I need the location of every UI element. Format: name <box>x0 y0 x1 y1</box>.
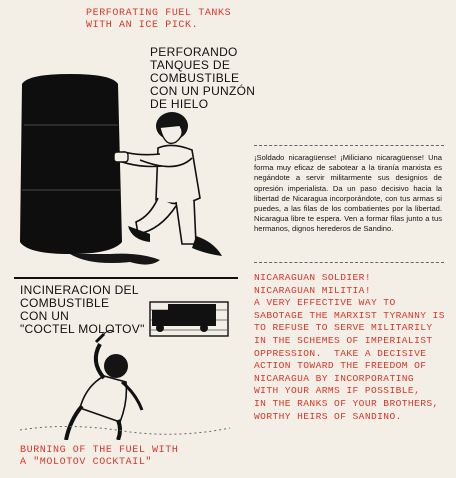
top-spanish-caption: PERFORANDO TANQUES DE COMBUSTIBLE CON UN PUNZÓN DE HIELO <box>150 45 256 111</box>
panel-divider <box>14 277 238 279</box>
english-message-line: IN THE RANKS OF YOUR BROTHERS, <box>254 397 439 409</box>
ice-pick-illustration <box>0 30 240 270</box>
english-message-line: WORTHY HEIRS OF SANDINO. <box>254 410 402 422</box>
english-message-line: NICARAGUA BY INCORPORATING <box>254 372 415 384</box>
molotov-illustration <box>0 290 240 440</box>
english-message-line: NICARAGUAN MILITIA! <box>254 284 371 296</box>
dashed-rule-bottom <box>254 262 444 263</box>
bottom-english-caption: BURNING OF THE FUEL WITH A "MOLOTOV COCKTAIL" <box>20 445 179 468</box>
top-english-caption: PERFORATING FUEL TANKS WITH AN ICE PICK. <box>86 8 232 31</box>
english-message-line: A VERY EFFECTIVE WAY TO <box>254 297 396 309</box>
english-message-line: WITH YOUR ARMS IF POSSIBLE, <box>254 385 421 397</box>
dashed-rule-top <box>254 145 444 146</box>
english-message <box>254 272 449 423</box>
english-message-line: TO REFUSE TO SERVE MILITARILY <box>254 322 433 334</box>
english-message-line: ACTION TOWARD THE FREEDOM OF <box>254 360 427 372</box>
english-message-line: SABOTAGE THE MARXIST TYRANNY IS <box>254 309 445 321</box>
english-message-line: OPPRESSION. TAKE A DECISIVE <box>254 347 427 359</box>
spanish-message: ¡Soldado nicaragüense! ¡Miliciano nicaragüense! Una forma muy eficaz de sabotear a la tiranía marxista es negándote a servir militarmente sus designios de opresión imperialista. Da un paso decisivo hacia la libertad de Nicaragua incorporándote, con tus armas si puedes, a las filas de los combatientes por la libertad. Nicaragua libre te espera. Ven a formar filas junto a tus hermanos, dignos herederos de Sandino. <box>254 153 442 234</box>
english-message-line: NICARAGUAN SOLDIER! <box>254 272 371 283</box>
bottom-spanish-caption: INCINERACION DEL COMBUSTIBLE CON UN "COCTEL MOLOTOV" <box>20 283 145 336</box>
english-message-line: IN THE SCHEMES OF IMPERIALIST <box>254 334 433 346</box>
